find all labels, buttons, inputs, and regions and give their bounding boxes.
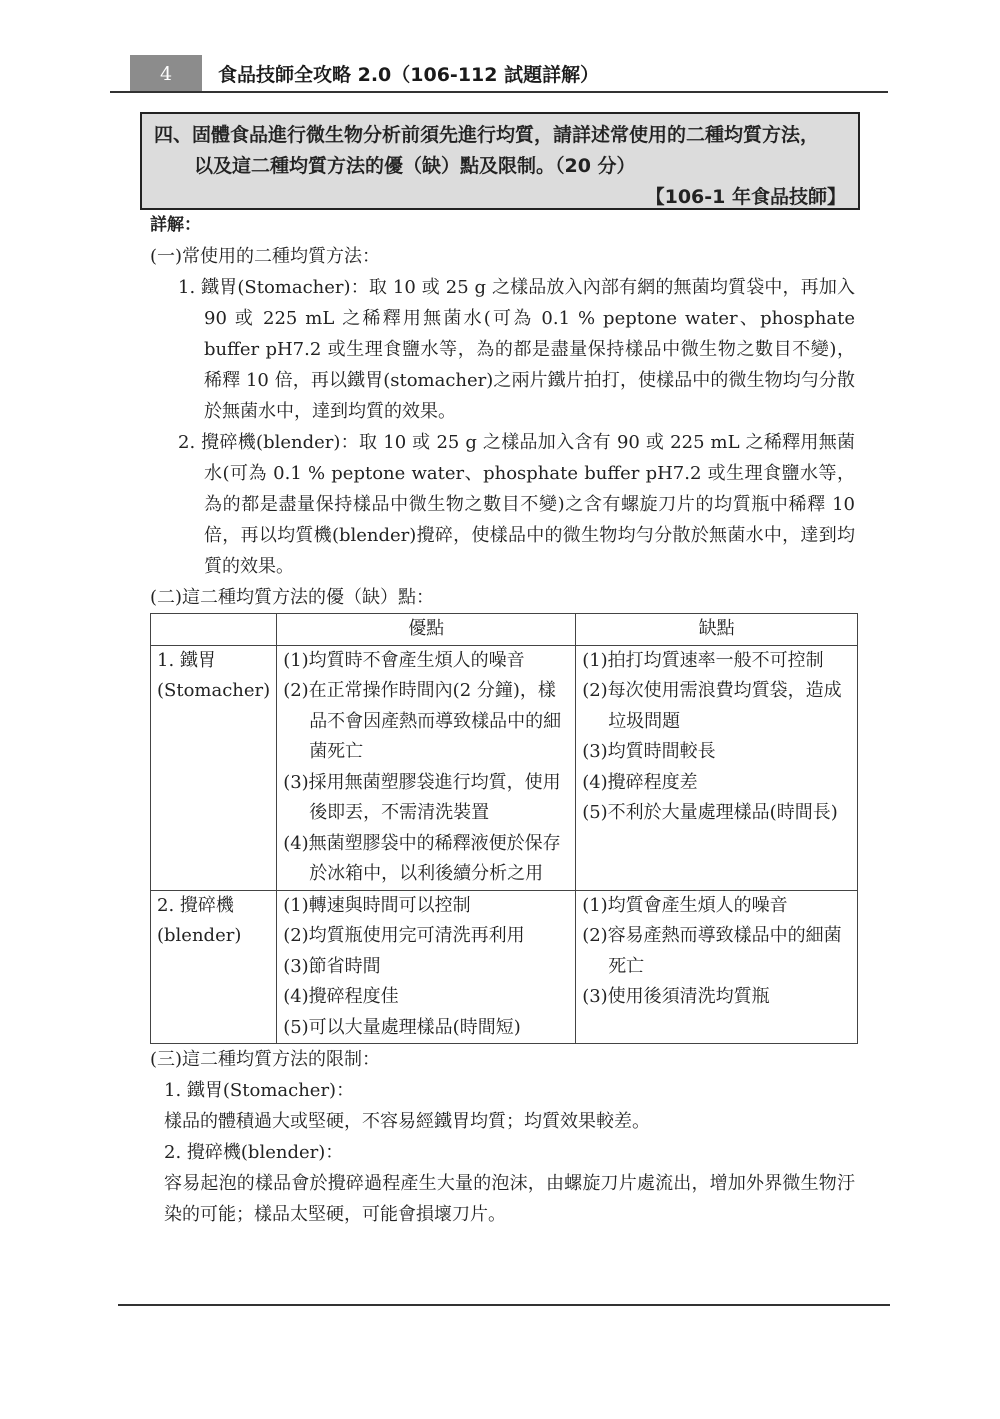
advantage-item: (1)均質時不會產生煩人的噪音	[283, 649, 525, 671]
method-item-blender: 2. 攪碎機(blender)：取 10 或 25 g 之樣品加入含有 90 或 225 mL 之稀釋用無菌水(可為 0.1 % peptone water、phosphate buffer pH7.2 或生理食鹽水等，為的都是盡量保持樣品中微生物之數目不變)之含有螺旋刀片的均質瓶中稀釋 10 倍，再以均質機(blender)攪碎，使樣品中的微生物均勻分散於無菌水中，達到均質的效果。	[178, 432, 855, 577]
footer-divider	[118, 1304, 890, 1306]
table-header-row	[151, 614, 858, 646]
disadvantage-item: (3)使用後須清洗均質瓶	[582, 986, 770, 1007]
page-header	[110, 55, 890, 93]
question-line-1: 四、固體食品進行微生物分析前須先進行均質，請詳述常使用的二種均質方法，	[154, 124, 820, 146]
limit-text-stomacher: 樣品的體積過大或堅硬，不容易經鐵胃均質；均質效果較差。	[164, 1111, 650, 1132]
disadvantage-item: (1)均質會產生煩人的噪音	[582, 894, 788, 916]
section-3-heading: (三)這二種均質方法的限制：	[150, 1049, 381, 1070]
method-name: 1. 鐵胃	[157, 649, 216, 671]
limit-title-stomacher: 1. 鐵胃(Stomacher)：	[164, 1080, 355, 1101]
disadvantage-item: (1)拍打均質速率一般不可控制	[582, 649, 824, 671]
page-number: 4	[130, 55, 202, 91]
answer-content	[150, 210, 855, 1230]
section-2-heading: (二)這二種均質方法的優（缺）點：	[150, 587, 435, 608]
method-cell	[151, 890, 277, 1044]
disadvantage-item: (4)攪碎程度差	[582, 771, 698, 793]
method-name: 2. 攪碎機	[157, 894, 234, 916]
advantages-cell	[277, 645, 576, 890]
advantage-item: (3)採用無菌塑膠袋進行均質，使用後即丟，不需清洗裝置	[283, 771, 561, 823]
disadvantages-cell	[576, 890, 858, 1044]
disadvantage-item: (2)每次使用需浪費均質袋，造成垃圾問題	[582, 680, 842, 732]
limit-title-blender: 2. 攪碎機(blender)：	[164, 1142, 344, 1163]
question-source: 【106-1 年食品技師】	[645, 186, 846, 208]
table-header-disadvantages: 缺點	[576, 614, 858, 646]
disadvantages-cell	[576, 645, 858, 890]
advantages-cell	[277, 890, 576, 1044]
method-name-en: (blender)	[157, 925, 242, 946]
advantage-item: (2)在正常操作時間內(2 分鐘)，樣品不會因產熱而導致樣品中的細菌死亡	[283, 680, 562, 762]
limit-text-blender: 容易起泡的樣品會於攪碎過程產生大量的泡沫，由螺旋刀片處流出，增加外界微生物汙染的可能；樣品太堅硬，可能會損壞刀片。	[164, 1173, 855, 1225]
question-box	[140, 112, 860, 210]
question-line-2: 以及這二種均質方法的優（缺）點及限制。（20 分）	[194, 155, 636, 177]
disadvantage-item: (5)不利於大量處理樣品(時間長)	[582, 802, 838, 823]
advantage-item: (4)無菌塑膠袋中的稀釋液便於保存於冰箱中，以利後續分析之用	[283, 832, 561, 884]
table-row	[151, 645, 858, 890]
advantage-item: (4)攪碎程度佳	[283, 986, 399, 1007]
book-title: 食品技師全攻略 2.0（106-112 試題詳解）	[218, 64, 600, 86]
comparison-table	[150, 613, 858, 1044]
disadvantage-item: (3)均質時間較長	[582, 741, 716, 762]
advantage-item: (1)轉速與時間可以控制	[283, 894, 471, 916]
table-header-advantages: 優點	[277, 614, 576, 646]
table-row	[151, 890, 858, 1044]
advantage-item: (2)均質瓶使用完可清洗再利用	[283, 925, 525, 946]
section-1-heading: (一)常使用的二種均質方法：	[150, 246, 381, 267]
advantage-item: (5)可以大量處理樣品(時間短)	[283, 1016, 521, 1038]
method-name-en: (Stomacher)	[157, 680, 271, 701]
header-divider	[110, 91, 888, 93]
detail-label: 詳解：	[150, 215, 201, 235]
disadvantage-item: (2)容易產熱而導致樣品中的細菌死亡	[582, 925, 842, 977]
advantage-item: (3)節省時間	[283, 955, 381, 977]
method-item-stomacher: 1. 鐵胃(Stomacher)：取 10 或 25 g 之樣品放入內部有網的無菌均質袋中，再加入 90 或 225 mL 之稀釋用無菌水(可為 0.1 % peptone water、phosphate buffer pH7.2 或生理食鹽水等，為的都是盡量保持樣品中微生物之數目不變)，稀釋 10 倍，再以鐵胃(stomacher)之兩片鐵片拍打，使樣品中的微生物均勻分散於無菌水中，達到均質的效果。	[178, 277, 855, 422]
table-header-empty	[151, 614, 277, 646]
method-cell	[151, 645, 277, 890]
